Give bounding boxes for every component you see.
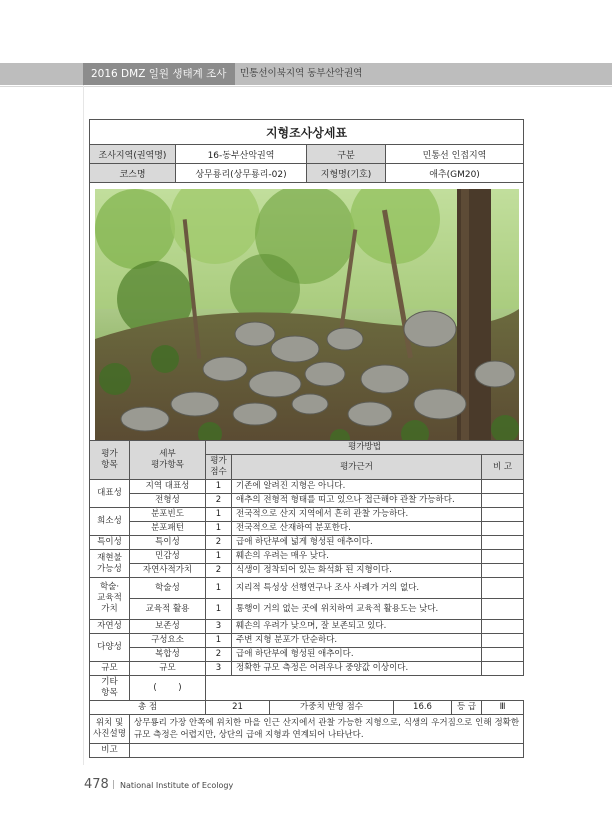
category-academic-value: 학술· 교육적 가치 — [90, 578, 130, 620]
course-label: 코스명 — [90, 164, 176, 183]
category-naturalness: 자연성 — [90, 620, 130, 634]
note-cell — [482, 599, 524, 620]
total-label: 총 점 — [90, 701, 206, 715]
basis-text: 전국적으로 산지 지역에서 흔히 관찰 가능하다. — [232, 508, 482, 522]
basis-text: 훼손의 우려가 낮으며, 잘 보존되고 있다. — [232, 620, 482, 634]
total-value: 21 — [206, 701, 270, 715]
score-value: 3 — [206, 662, 232, 676]
sub-item: 전형성 — [130, 494, 206, 508]
basis-text: 전국적으로 산재하여 분포한다. — [232, 522, 482, 536]
sub-item: 교육적 활용 — [130, 599, 206, 620]
sub-item-header: 세부 평가항목 — [130, 441, 206, 480]
landform-value: 애추(GM20) — [386, 164, 524, 183]
other-item-blank — [206, 676, 524, 701]
basis-text: 기존에 알려진 지형은 아니다. — [232, 480, 482, 494]
score-value: 2 — [206, 536, 232, 550]
location-description: 상무룡리 가장 안쪽에 위치한 마을 인근 산지에서 관찰 가능한 지형으로, 식생의 우거짐으로 인해 정확한 규모 측정은 어렵지만, 상단의 급애 지형과 연계되어 나타난다. — [130, 715, 524, 744]
note-cell — [482, 662, 524, 676]
basis-text: 애추의 전형적 형태를 띠고 있으나 접근해야 관찰 가능하다. — [232, 494, 482, 508]
footer-separator: | — [112, 780, 116, 790]
weighted-score-value: 16.6 — [394, 701, 452, 715]
survey-sheet — [89, 119, 524, 454]
sub-item: 분포빈도 — [130, 508, 206, 522]
evaluation-table — [89, 440, 524, 758]
weighted-score-label: 가중치 반영 점수 — [270, 701, 394, 715]
header-divider — [0, 86, 612, 87]
note-header: 비 고 — [482, 455, 524, 480]
score-value: 1 — [206, 522, 232, 536]
sub-item: 복합성 — [130, 648, 206, 662]
basis-text: 정확한 규모 측정은 어려우나 중양값 이상이다. — [232, 662, 482, 676]
region-value: 16-동부산악권역 — [176, 145, 307, 164]
score-value: 1 — [206, 508, 232, 522]
category-representativeness: 대표성 — [90, 480, 130, 508]
item-header: 평가 항목 — [90, 441, 130, 480]
basis-text: 급애 하단부에 형성된 애추이다. — [232, 648, 482, 662]
note-cell — [482, 494, 524, 508]
basis-text: 훼손의 우려는 매우 낮다. — [232, 550, 482, 564]
basis-text: 지리적 특성상 선행연구나 조사 사례가 거의 없다. — [232, 578, 482, 599]
score-value: 3 — [206, 620, 232, 634]
note-cell — [482, 634, 524, 648]
score-value: 1 — [206, 550, 232, 564]
sub-item: 구성요소 — [130, 634, 206, 648]
score-value: 2 — [206, 564, 232, 578]
category-uniqueness: 특이성 — [90, 536, 130, 550]
sheet-title: 지형조사상세표 — [90, 120, 524, 145]
course-value: 상무룡리(상무룡리-02) — [176, 164, 307, 183]
region-label: 조사지역(권역명) — [90, 145, 176, 164]
note-cell — [482, 648, 524, 662]
score-value: 1 — [206, 480, 232, 494]
score-value: 1 — [206, 634, 232, 648]
book-title: 2016 DMZ 일원 생태계 조사 — [83, 63, 235, 85]
basis-text: 통행이 거의 없는 곳에 위치하여 교육적 활용도는 낮다. — [232, 599, 482, 620]
section-title: 민통선이북지역 동부산악권역 — [240, 68, 363, 79]
note-cell — [482, 550, 524, 564]
note-cell — [482, 508, 524, 522]
score-header: 평가 점수 — [206, 455, 232, 480]
category-label: 구분 — [307, 145, 386, 164]
note-cell — [482, 480, 524, 494]
talus-photo — [95, 189, 519, 447]
category-irreproducibility: 재현불 가능성 — [90, 550, 130, 578]
landform-label: 지형명(기호) — [307, 164, 386, 183]
basis-text: 주변 지형 분포가 단순하다. — [232, 634, 482, 648]
note-cell — [482, 522, 524, 536]
sub-item: 학술성 — [130, 578, 206, 599]
other-item-label: 기타 항목 — [90, 676, 130, 701]
sub-item: 분포패턴 — [130, 522, 206, 536]
sub-item: 민감성 — [130, 550, 206, 564]
basis-text: 급애 하단부에 넓게 형성된 애추이다. — [232, 536, 482, 550]
category-rarity: 희소성 — [90, 508, 130, 536]
remark-label: 비고 — [90, 744, 130, 758]
score-value: 1 — [206, 599, 232, 620]
sub-item: 특이성 — [130, 536, 206, 550]
photo-cell — [90, 183, 524, 454]
basis-text: 식생이 정착되어 있는 화석화 된 지형이다. — [232, 564, 482, 578]
other-item-value: ( ) — [130, 676, 206, 701]
note-cell — [482, 564, 524, 578]
category-value: 민통선 인접지역 — [386, 145, 524, 164]
remark-value — [130, 744, 524, 758]
sub-item: 보존성 — [130, 620, 206, 634]
basis-header: 평가근거 — [232, 455, 482, 480]
sub-item: 규모 — [130, 662, 206, 676]
sub-item: 자연사적가치 — [130, 564, 206, 578]
note-cell — [482, 620, 524, 634]
sub-item: 지역 대표성 — [130, 480, 206, 494]
side-divider — [83, 85, 84, 765]
location-label: 위치 및 사진설명 — [90, 715, 130, 744]
note-cell — [482, 536, 524, 550]
grade-value: Ⅲ — [482, 701, 524, 715]
score-value: 2 — [206, 648, 232, 662]
score-value: 1 — [206, 578, 232, 599]
category-scale: 규모 — [90, 662, 130, 676]
page-number: 478 — [84, 777, 109, 792]
institute-name: National Institute of Ecology — [120, 781, 234, 790]
method-header: 평가방법 — [206, 441, 524, 455]
note-cell — [482, 578, 524, 599]
category-diversity: 다양성 — [90, 634, 130, 662]
grade-label: 등 급 — [452, 701, 482, 715]
score-value: 2 — [206, 494, 232, 508]
